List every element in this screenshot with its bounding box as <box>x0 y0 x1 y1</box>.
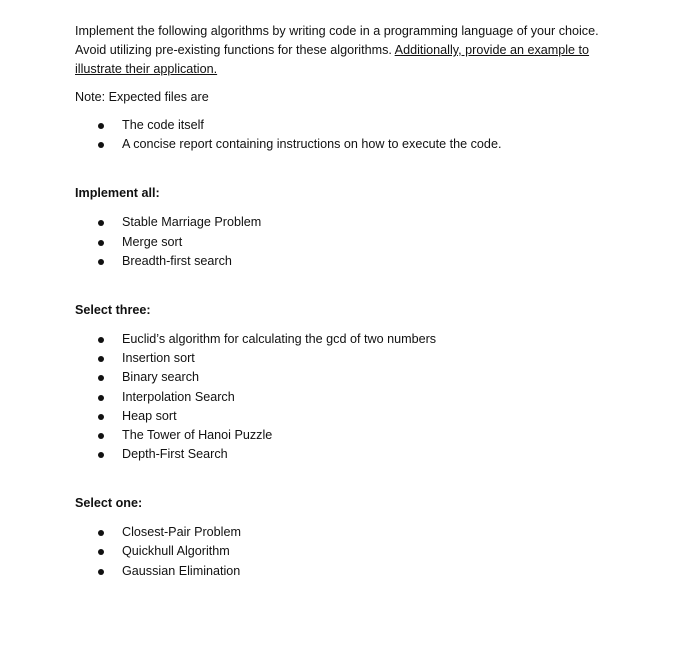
intro-underlined-text: Additionally, provide an example to <box>394 43 590 57</box>
list-item-text: Stable Marriage Problem <box>122 215 262 230</box>
document-page <box>75 22 635 581</box>
list-item-text: Binary search <box>122 370 199 385</box>
bullet-icon <box>98 549 104 555</box>
bullet-icon <box>98 395 104 401</box>
list-item-text: Heap sort <box>122 408 177 423</box>
section-heading-implement-all: Implement all: <box>75 186 160 201</box>
list-item <box>75 407 635 426</box>
bullet-icon <box>98 240 104 246</box>
select-three-list <box>75 330 635 464</box>
list-item <box>75 252 635 271</box>
bullet-icon <box>98 123 104 129</box>
bullet-icon <box>98 220 104 226</box>
list-item <box>75 388 635 407</box>
bullet-icon <box>98 375 104 381</box>
list-item <box>75 426 635 445</box>
list-item <box>75 562 635 581</box>
list-item <box>75 135 635 154</box>
intro-line-2: Avoid utilizing pre-existing functions for these algorithms. <box>75 43 395 57</box>
list-item-text: The code itself <box>122 118 204 132</box>
list-item-text: The Tower of Hanoi Puzzle <box>122 427 273 442</box>
list-item <box>75 368 635 387</box>
list-item <box>75 233 635 252</box>
intro-paragraph <box>75 22 635 79</box>
bullet-icon <box>98 433 104 439</box>
note-text: Note: Expected files are <box>75 90 209 104</box>
list-item-text: Quickhull Algorithm <box>122 544 230 559</box>
list-item <box>75 349 635 368</box>
list-item <box>75 330 635 349</box>
list-item <box>75 542 635 561</box>
list-item-text: Merge sort <box>122 234 183 249</box>
list-item <box>75 523 635 542</box>
section-heading-select-one: Select one: <box>75 496 143 511</box>
list-item-text: Euclid’s algorithm for calculating the gcd of two numbers <box>122 331 437 346</box>
intro-underlined-text-2: illustrate their application. <box>75 62 218 76</box>
bullet-icon <box>98 414 104 420</box>
implement-all-list <box>75 213 635 271</box>
list-item <box>75 213 635 232</box>
bullet-icon <box>98 259 104 265</box>
list-item <box>75 116 635 135</box>
select-one-list <box>75 523 635 581</box>
list-item-text: Breadth-first search <box>122 253 232 268</box>
list-item-text: Closest-Pair Problem <box>122 525 241 540</box>
bullet-icon <box>98 530 104 536</box>
bullet-icon <box>98 337 104 343</box>
section-heading-select-three: Select three: <box>75 302 151 317</box>
bullet-icon <box>98 142 104 148</box>
bullet-icon <box>98 452 104 458</box>
intro-line-1: Implement the following algorithms by writing code in a programming language of your choice. <box>75 24 599 38</box>
list-item-text: Insertion sort <box>122 351 195 366</box>
bullet-icon <box>98 569 104 575</box>
list-item-text: Interpolation Search <box>122 389 235 404</box>
expected-files-list <box>75 116 635 154</box>
list-item <box>75 445 635 464</box>
bullet-icon <box>98 356 104 362</box>
list-item-text: Gaussian Elimination <box>122 563 241 578</box>
list-item-text: A concise report containing instructions on how to execute the code. <box>122 137 502 152</box>
list-item-text: Depth-First Search <box>122 447 228 462</box>
